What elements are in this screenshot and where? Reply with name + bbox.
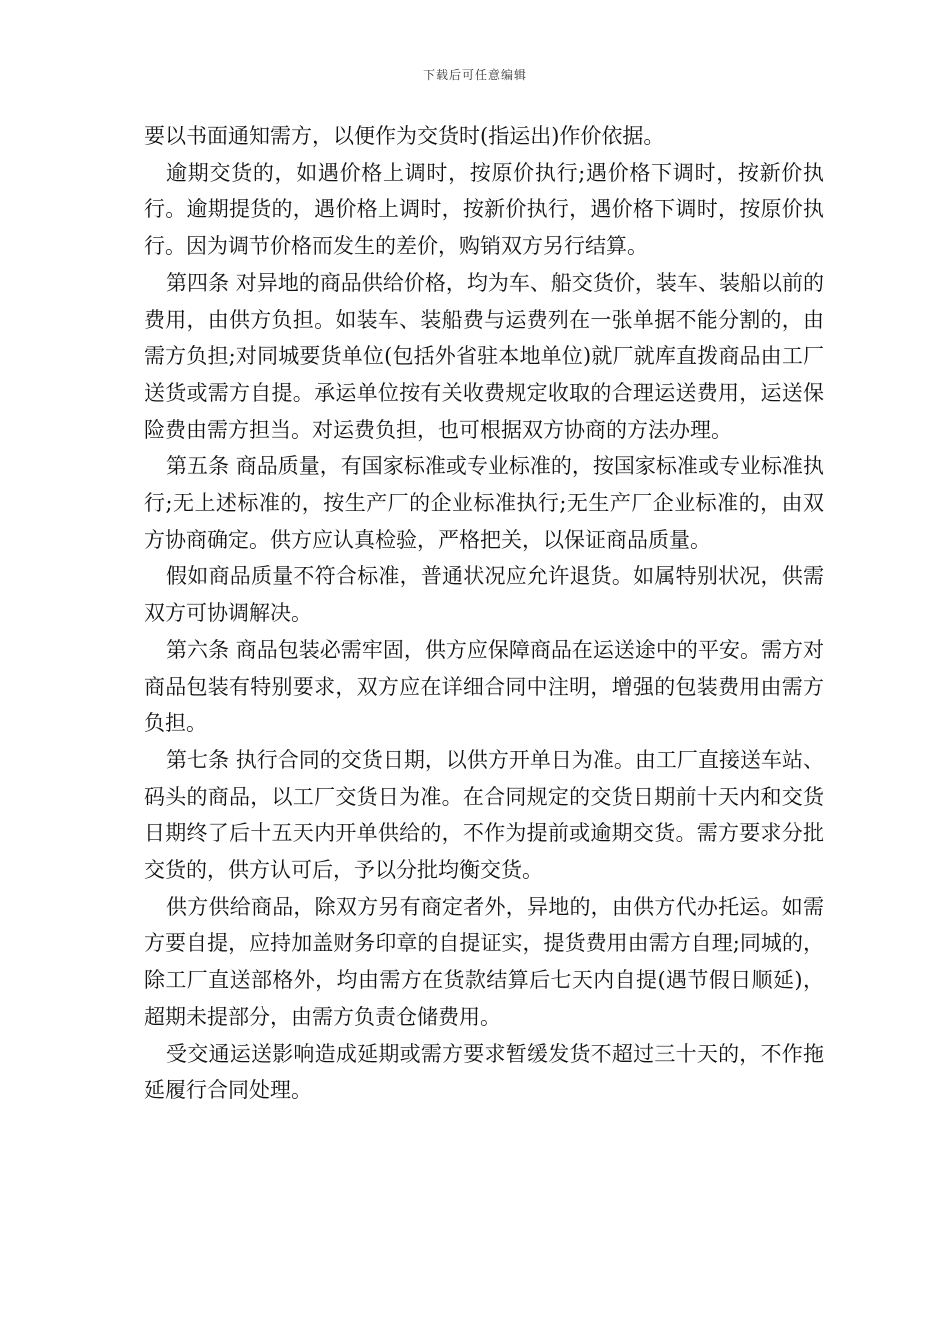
- paragraph-article-4: 第四条 对异地的商品供给价格，均为车、船交货价，装车、装船以前的费用，由供方负担。如装车、装船费与运费列在一张单据不能分割的，由需方负担;对同城要货单位(包括外省驻本地单位)就厂就库直拨商品由工厂送货或需方自提。承运单位按有关收费规定收取的合理运送费用，运送保险费由需方担当。对运费负担，也可根据双方协商的方法办理。: [144, 270, 824, 442]
- header-note: 下载后可任意编辑: [422, 68, 527, 82]
- paragraph-article-6: 第六条 商品包装必需牢固，供方应保障商品在运送途中的平安。需方对商品包装有特别要求，双方应在详细合同中注明，增强的包装费用由需方负担。: [144, 637, 824, 736]
- paragraph-quality-return: 假如商品质量不符合标准，普通状况应允许退货。如属特别状况，供需双方可协调解决。: [144, 564, 824, 626]
- paragraph-article-5: 第五条 商品质量，有国家标准或专业标准的，按国家标准或专业标准执行;无上述标准的，按生产厂的企业标准执行;无生产厂企业标准的，由双方协商确定。供方应认真检验，严格把关，以保证商品质量。: [144, 454, 824, 552]
- paragraph-delivery: 供方供给商品，除双方另有商定者外，异地的，由供方代办托运。如需方要自提，应持加盖财务印章的自提证实，提货费用由需方自理;同城的，除工厂直送部格外，均由需方在货款结算后七天内自提(遇节假日顺延)，超期未提部分，由需方负责仓储费用。: [144, 894, 824, 1029]
- paragraph-article-7: 第七条 执行合同的交货日期，以供方开单日为准。由工厂直接送车站、码头的商品，以工厂交货日为准。在合同规定的交货日期前十天内和交货日期终了后十五天内开单供给的，不作为提前或逾期交货。需方要求分批交货的，供方认可后，予以分批均衡交货。: [144, 747, 824, 883]
- document-body: [144, 118, 824, 1109]
- paragraph-delay: 受交通运送影响造成延期或需方要求暂缓发货不超过三十天的，不作拖延履行合同处理。: [144, 1041, 824, 1103]
- paragraph-2: 逾期交货的，如遇价格上调时，按原价执行;遇价格下调时，按新价执行。逾期提货的，遇价格上调时，按新价执行，遇价格下调时，按原价执行。因为调节价格而发生的差价，购销双方另行结算。: [144, 160, 824, 259]
- paragraph-1: 要以书面通知需方，以便作为交货时(指运出)作价依据。: [144, 124, 665, 148]
